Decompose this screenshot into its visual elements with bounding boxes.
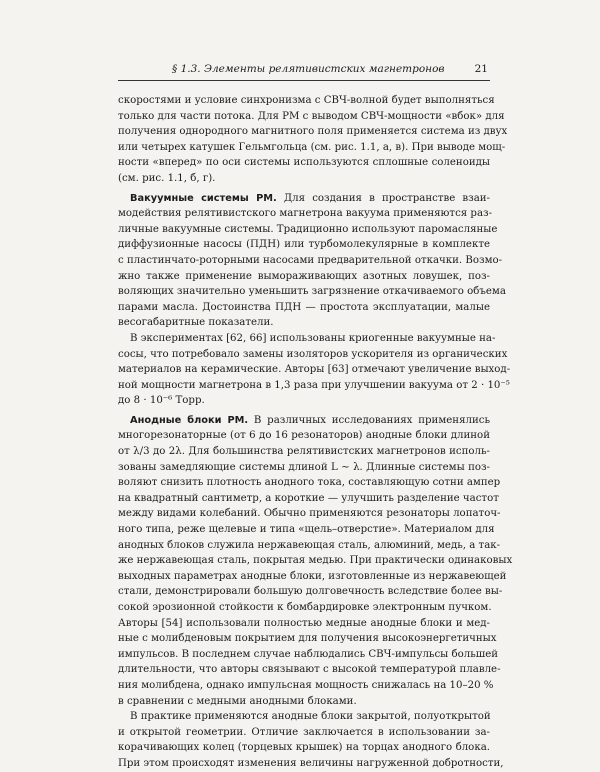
- text-line: импульсов. В последнем случае наблюдались СВЧ-импульсы большей: [118, 648, 499, 660]
- text-line: материалов на керамические. Авторы [63] отмечают увеличение выход-: [118, 364, 511, 376]
- text-run: Для создания в пространстве взаи-: [276, 192, 490, 204]
- text-line: корачивающих колец (торцевых крышек) на торцах анодного блока.: [118, 742, 490, 754]
- text-line: ния молибдена, однако импульсная мощность снижалась на 10–20 %: [118, 679, 494, 691]
- heading-vacuum-systems: Вакуумные системы РМ.: [130, 192, 277, 204]
- text-line: [118, 413, 490, 429]
- text-line: на квадратный сантиметр, а короткие — улучшить разделение частот: [118, 492, 499, 504]
- page-number: 21: [474, 63, 488, 75]
- running-header: [118, 60, 490, 81]
- text-line: (см. рис. 1.1, б, г).: [118, 172, 216, 184]
- text-line: Авторы [54] использовали полностью медные анодные блоки и мед-: [118, 617, 490, 629]
- text-line: с пластинчато-роторными насосами предварительной откачки. Возмо-: [118, 254, 503, 266]
- text-line: выходных параметрах анодные блоки, изготовленные из нержавеющей: [118, 570, 507, 582]
- text-line: получения однородного магнитного поля применяется система из двух: [118, 126, 508, 138]
- text-line: до 8 · 10⁻⁶ Торр.: [118, 395, 205, 407]
- text-line: ной мощности магнетрона в 1,3 раза при улучшении вакуума от 2 · 10⁻⁵: [118, 379, 510, 391]
- text-line: парами масла. Достоинства ПДН — простота эксплуатации, малые: [118, 301, 490, 313]
- text-line: воляющих значительно уменьшить загрязнение откачиваемого объема: [118, 286, 506, 298]
- text-line: зованы замедляющие системы длиной L ∼ λ. Длинные системы поз-: [118, 461, 490, 473]
- text-line: анодных блоков служила нержавеющая сталь, алюминий, медь, а так-: [118, 539, 501, 551]
- section-title: § 1.3. Элементы релятивистских магнетронов: [172, 63, 445, 75]
- text-line: В экспериментах [62, 66] использованы криогенные вакуумные на-: [130, 332, 496, 344]
- heading-anode-blocks: Анодные блоки РМ.: [130, 414, 249, 426]
- text-line: в сравнении с медными анодными блоками.: [118, 695, 357, 707]
- text-line: [118, 191, 490, 207]
- paragraph-geometry: [118, 709, 504, 771]
- text-line: При этом происходят изменения величины нагруженной добротности,: [118, 757, 504, 769]
- text-line: В практике применяются анодные блоки закрытой, полуоткрытой: [130, 711, 491, 723]
- text-line: стали, демонстрировали большую долговечность вследствие более вы-: [118, 586, 503, 598]
- text-line: модействия релятивистского магнетрона вакуума применяются раз-: [118, 208, 493, 220]
- text-line: сокой эрозионной стойкости к бомбардировке электронным пучком.: [118, 602, 492, 613]
- text-run: В различных исследованиях применялись: [248, 414, 491, 426]
- text-line: жно также применение вымораживающих азотных ловушек, поз-: [118, 270, 490, 282]
- paragraph-anode-blocks: [118, 413, 513, 709]
- text-line: весогабаритные показатели.: [118, 317, 274, 329]
- text-line: же нержавеющая сталь, покрытая медью. При практически одинаковых: [118, 555, 513, 567]
- text-line: и открытой геометрии. Отличие заключается в использовании за-: [118, 726, 490, 738]
- text-line: скоростями и условие синхронизма с СВЧ-волной будет выполняться: [118, 95, 495, 106]
- text-line: личные вакуумные системы. Традиционно используют паромасляные: [118, 223, 498, 235]
- paragraph-vacuum-systems: [118, 191, 506, 331]
- text-line: диффузионные насосы (ПДН) или турбомолекулярные в комплекте: [118, 239, 490, 251]
- text-line: воляют снизить плотность анодного тока, составляющую сотни ампер: [118, 477, 501, 489]
- text-line: многорезонаторные (от 6 до 16 резонаторов) анодные блоки длиной: [118, 430, 490, 442]
- text-line: от λ/3 до 2λ. Для большинства релятивистских магнетронов исполь-: [118, 446, 490, 458]
- text-line: между видами колебаний. Обычно применяются резонаторы лопаточ-: [118, 508, 501, 520]
- text-line: или четырех катушек Гельмгольца (см. рис. 1.1, а, в). При выводе мощ-: [118, 141, 506, 153]
- text-line: ного типа, реже щелевые и типа «щель–отверстие». Материалом для: [118, 524, 495, 536]
- paragraph-cryogenic: [118, 331, 511, 409]
- text-line: ные с молибденовым покрытием для получения высокоэнергетичных: [118, 633, 497, 645]
- text-line: длительности, что авторы связывают с высокой температурой плавле-: [118, 664, 501, 676]
- text-line: ности «вперед» по оси системы используются сплошные соленоиды: [118, 157, 490, 169]
- paragraph-continuation: [118, 93, 508, 187]
- body-text: [118, 93, 513, 772]
- text-line: сосы, что потребовало замены изоляторов ускорителя из органических: [118, 348, 508, 360]
- text-line: только для части потока. Для РМ с выводом СВЧ-мощности «вбок» для: [118, 110, 505, 122]
